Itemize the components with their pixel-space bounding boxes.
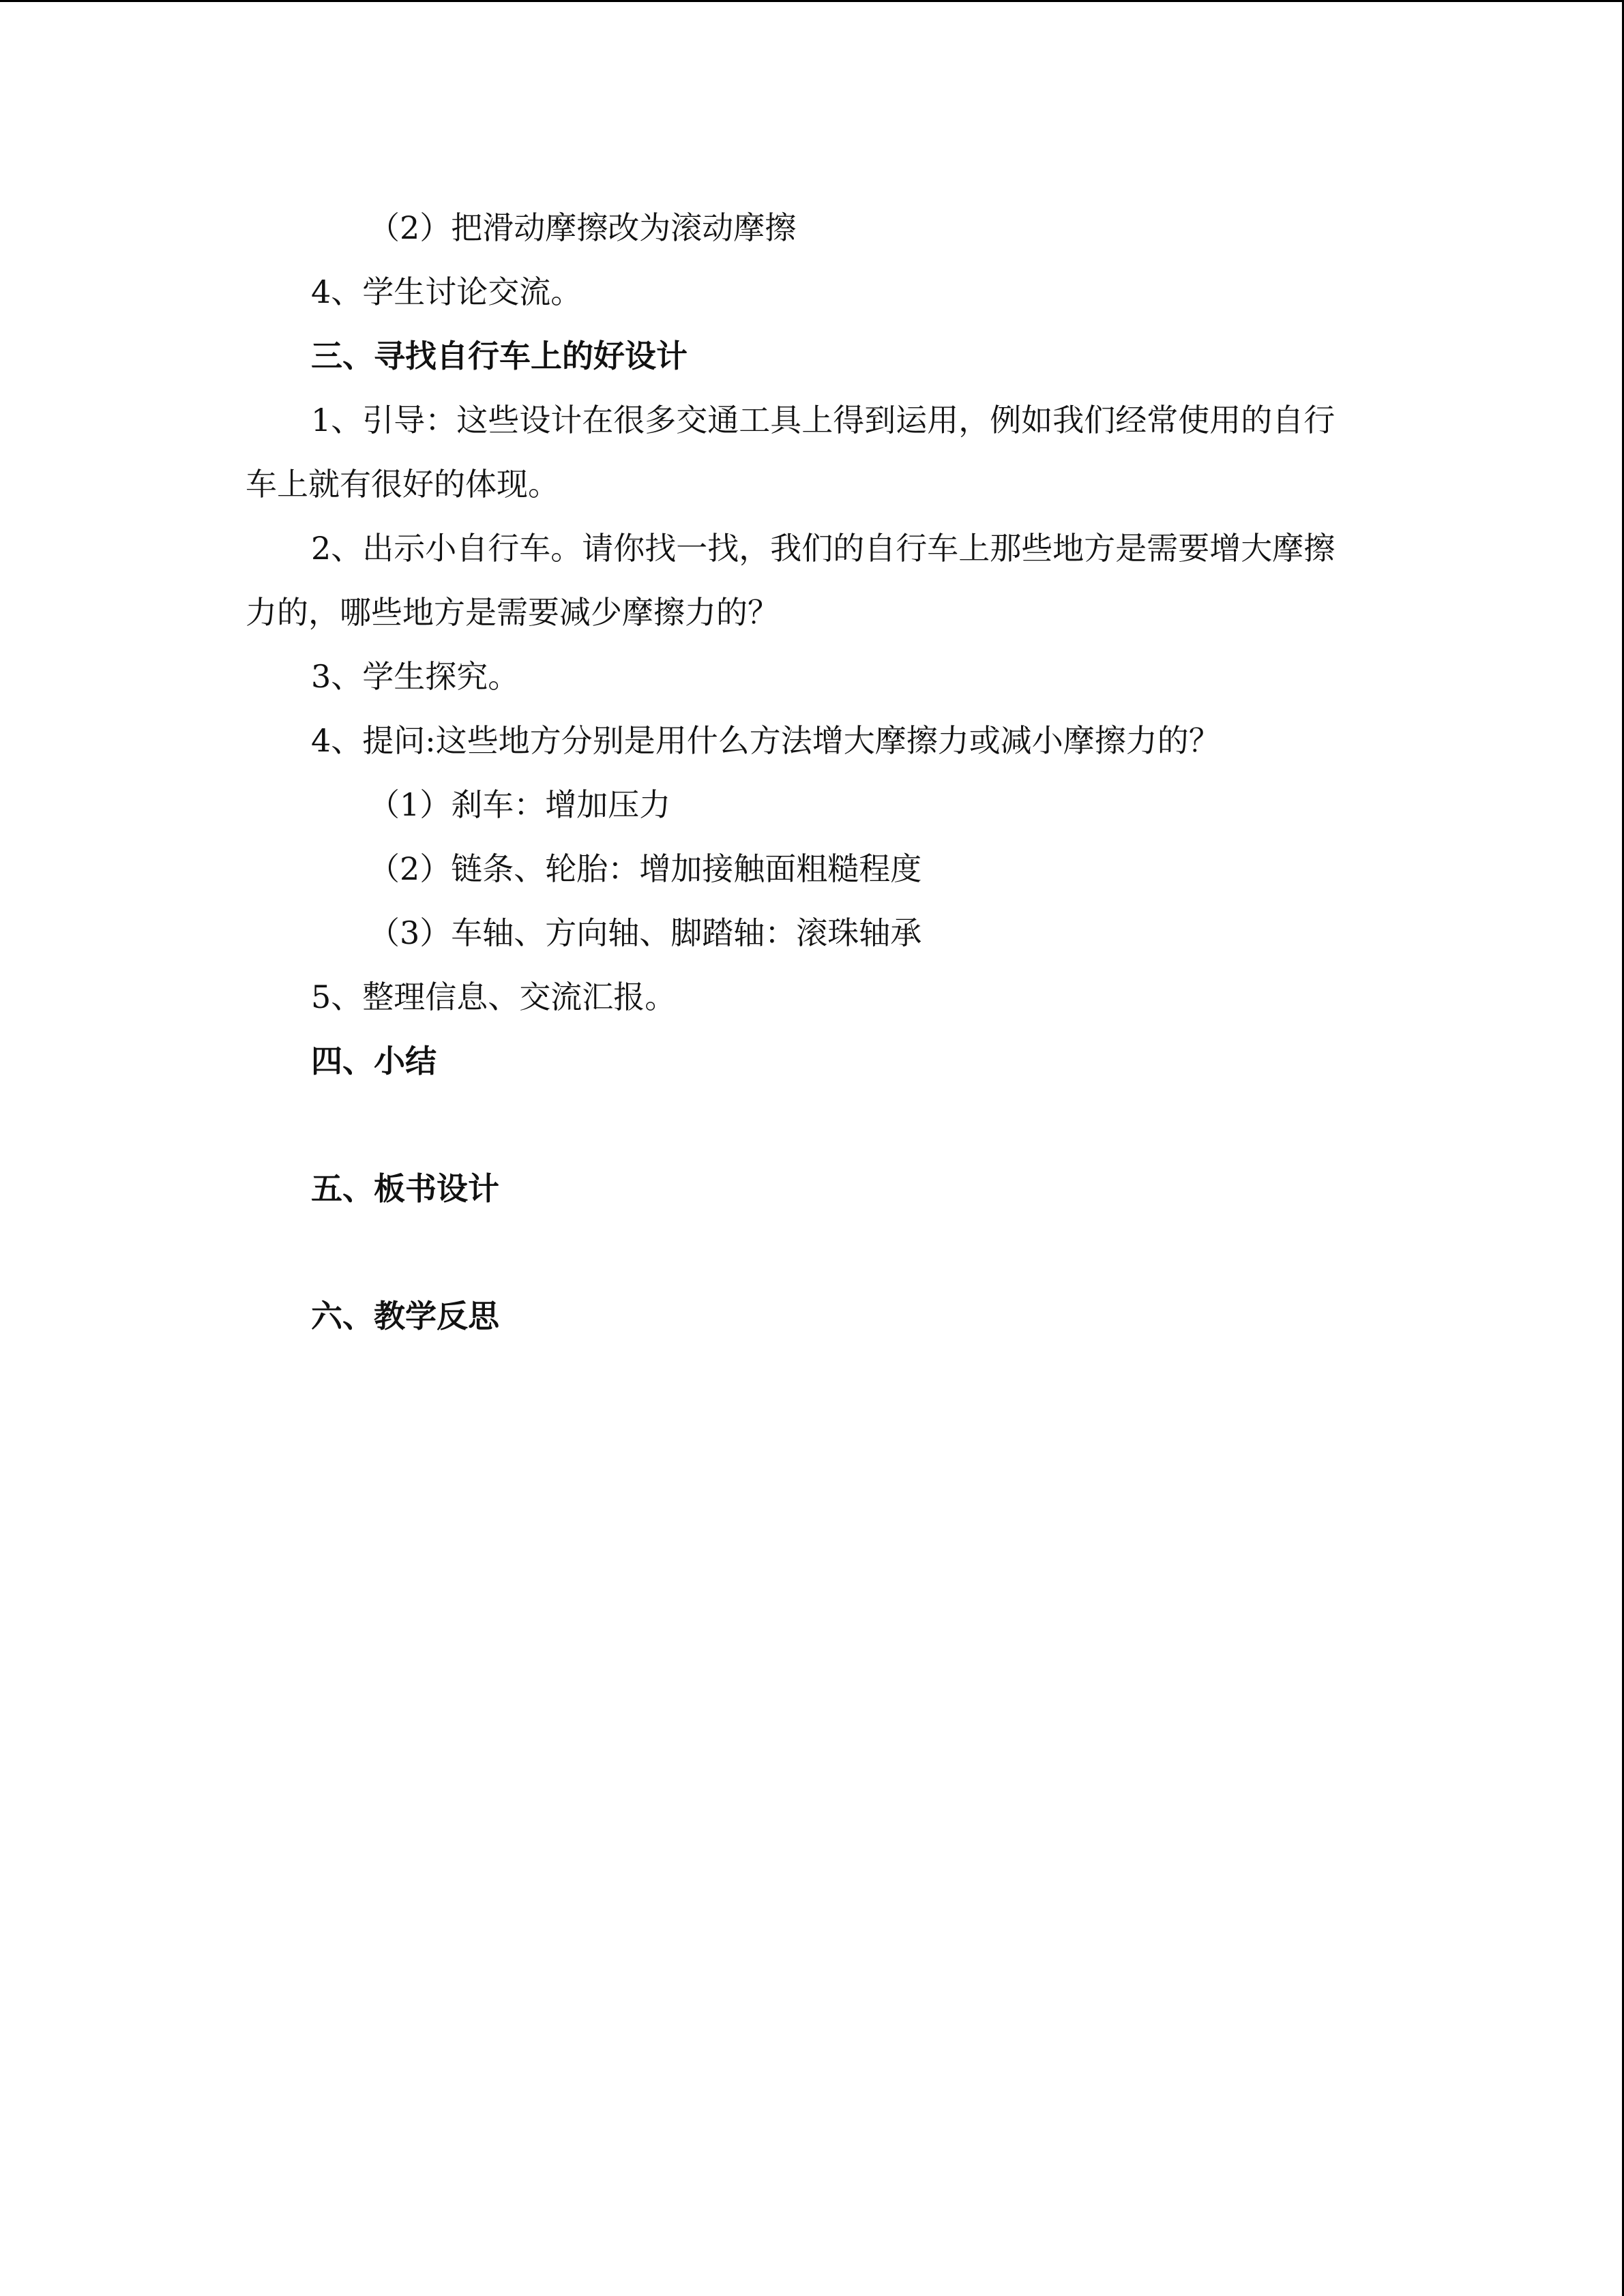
step-show-bicycle-line2: 力的，哪些地方是需要减少摩擦力的？ bbox=[246, 594, 779, 631]
step-organize-report: 5、整理信息、交流汇报。 bbox=[311, 979, 677, 1015]
section-heading-bicycle-design: 三、寻找自行车上的好设计 bbox=[311, 338, 688, 374]
sub-item-brake: （1）刹车：增加压力 bbox=[368, 786, 671, 823]
page-border-top bbox=[0, 0, 1624, 2]
section-heading-board-design: 五、板书设计 bbox=[311, 1170, 499, 1207]
section-heading-reflection: 六、教学反思 bbox=[311, 1298, 499, 1335]
step-guide-line2: 车上就有很好的体现。 bbox=[246, 466, 559, 503]
step-show-bicycle-line1: 2、出示小自行车。请你找一找，我们的自行车上那些地方是需要增大摩擦 bbox=[311, 530, 1335, 567]
sub-item-rolling-friction: （2）把滑动摩擦改为滚动摩擦 bbox=[368, 209, 797, 246]
step-student-explore: 3、学生探究。 bbox=[311, 658, 520, 695]
section-heading-summary: 四、小结 bbox=[311, 1043, 437, 1079]
sub-item-chain-tire: （2）链条、轮胎：增加接触面粗糙程度 bbox=[368, 850, 922, 887]
step-question: 4、提问:这些地方分别是用什么方法增大摩擦力或减小摩擦力的？ bbox=[311, 722, 1220, 759]
sub-item-axle: （3）车轴、方向轴、脚踏轴：滚珠轴承 bbox=[368, 914, 922, 951]
step-discussion: 4、学生讨论交流。 bbox=[311, 273, 582, 310]
step-guide-line1: 1、引导：这些设计在很多交通工具上得到运用，例如我们经常使用的自行 bbox=[311, 402, 1335, 438]
